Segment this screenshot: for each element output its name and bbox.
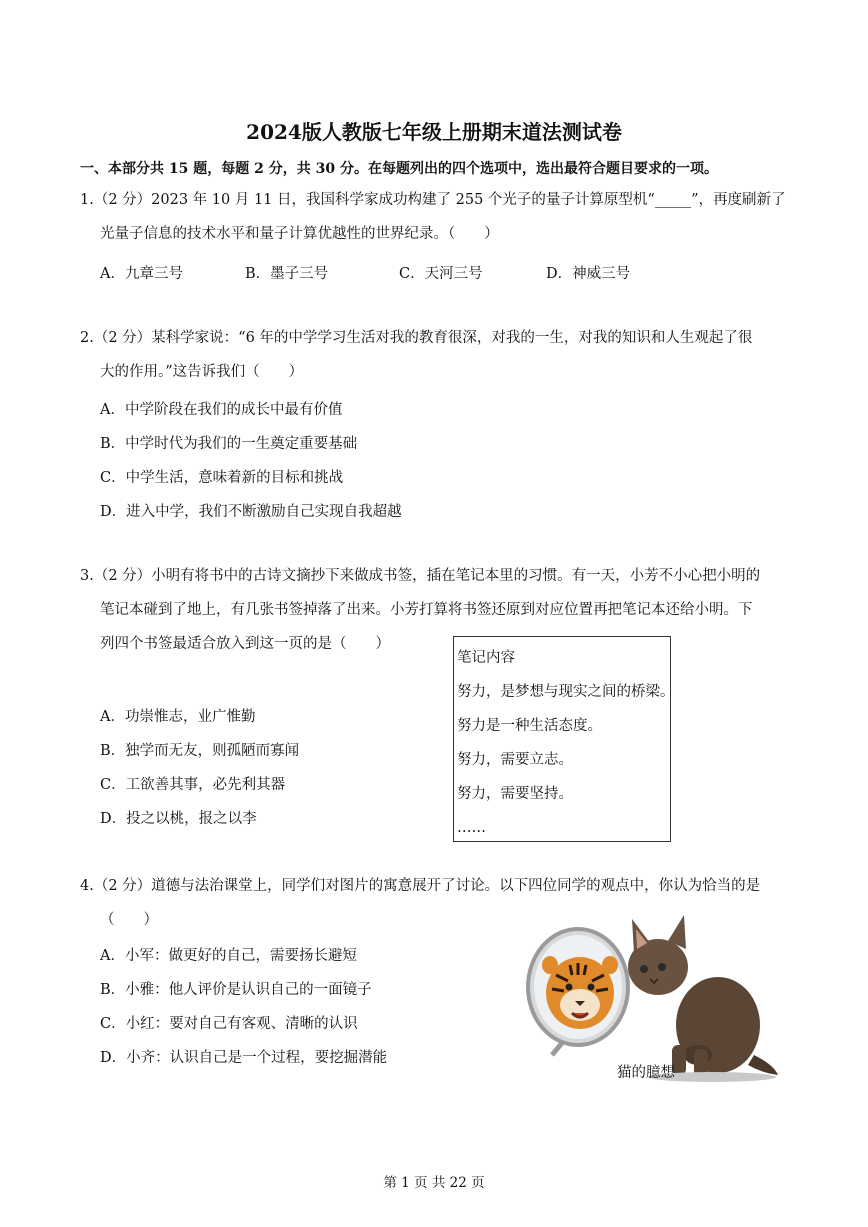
figure-caption: 猫的臆想 <box>617 1065 675 1081</box>
question-4-option-c[interactable]: C．小红：要对自己有客观、清晰的认识 <box>100 1016 358 1032</box>
note-line: 笔记内容 <box>457 650 515 666</box>
question-1-stem-line2: 光量子信息的技术水平和量子计算优越性的世界纪录。（ ） <box>100 226 499 242</box>
question-1-option-b[interactable]: B．墨子三号 <box>245 266 329 282</box>
question-1-option-d[interactable]: D．神威三号 <box>546 266 631 282</box>
section-heading: 一、本部分共 15 题，每题 2 分，共 30 分。在每题列出的四个选项中，选出最符合题目要求的一项。 <box>80 161 718 177</box>
question-1-option-c[interactable]: C．天河三号 <box>399 266 483 282</box>
question-2-stem-line1: 2.（2 分）某科学家说：“6 年的中学学习生活对我的教育很深，对我的一生，对我的知识和人生观起了很 <box>80 330 753 346</box>
question-3-option-b[interactable]: B．独学而无友，则孤陋而寡闻 <box>100 743 300 759</box>
question-3 <box>80 559 800 661</box>
question-3-option-c[interactable]: C．工欲善其事，必先利其器 <box>100 777 286 793</box>
question-1 <box>80 183 800 251</box>
exam-title: 2024版人教版七年级上册期末道法测试卷 <box>246 120 622 144</box>
page-footer: 第 1 页 共 22 页 <box>383 1175 485 1191</box>
question-2-option-a[interactable]: A．中学阶段在我们的成长中最有价值 <box>100 402 343 418</box>
question-4-option-d[interactable]: D．小齐：认识自己是一个过程，要挖掘潜能 <box>100 1050 388 1066</box>
question-3-stem-line2: 笔记本碰到了地上，有几张书签掉落了出来。小芳打算将书签还原到对应位置再把笔记本还给小明。下 <box>100 602 753 618</box>
question-1-option-a[interactable]: A．九章三号 <box>100 266 183 282</box>
question-4-stem-line1: 4.（2 分）道德与法治课堂上，同学们对图片的寓意展开了讨论。以下四位同学的观点中，你认为恰当的是 <box>80 878 761 894</box>
question-2 <box>80 321 800 389</box>
question-4-option-a[interactable]: A．小军：做更好的自己，需要扬长避短 <box>100 948 357 964</box>
question-2-option-c[interactable]: C．中学生活，意味着新的目标和挑战 <box>100 470 344 486</box>
note-line: 努力是一种生活态度。 <box>457 718 602 734</box>
question-4-option-b[interactable]: B．小雅：他人评价是认识自己的一面镜子 <box>100 982 372 998</box>
question-1-stem-line1: 1.（2 分）2023 年 10 月 11 日，我国科学家成功构建了 255 个光子的量子计算原型机“_____”，再度刷新了 <box>80 192 786 208</box>
note-line: 努力，需要立志。 <box>457 752 573 768</box>
question-3-stem-line1: 3.（2 分）小明有将书中的古诗文摘抄下来做成书签，插在笔记本里的习惯。有一天，小芳不小心把小明的 <box>80 568 761 584</box>
note-content-box <box>453 636 675 842</box>
cat-mirror-tiger-illustration <box>522 905 780 1085</box>
question-2-option-b[interactable]: B．中学时代为我们的一生奠定重要基础 <box>100 436 358 452</box>
question-3-option-a[interactable]: A．功崇惟志，业广惟勤 <box>100 709 256 725</box>
question-2-stem-line2: 大的作用。”这告诉我们（ ） <box>100 364 304 380</box>
question-2-option-d[interactable]: D．进入中学，我们不断激励自己实现自我超越 <box>100 504 402 520</box>
note-line: 努力，是梦想与现实之间的桥梁。 <box>457 684 675 700</box>
question-3-stem-line3: 列四个书签最适合放入到这一页的是（ ） <box>100 636 390 652</box>
note-line: …… <box>457 820 486 836</box>
question-3-option-d[interactable]: D．投之以桃，报之以李 <box>100 811 257 827</box>
question-4-stem-line2: （ ） <box>100 912 158 928</box>
note-line: 努力，需要坚持。 <box>457 786 573 802</box>
